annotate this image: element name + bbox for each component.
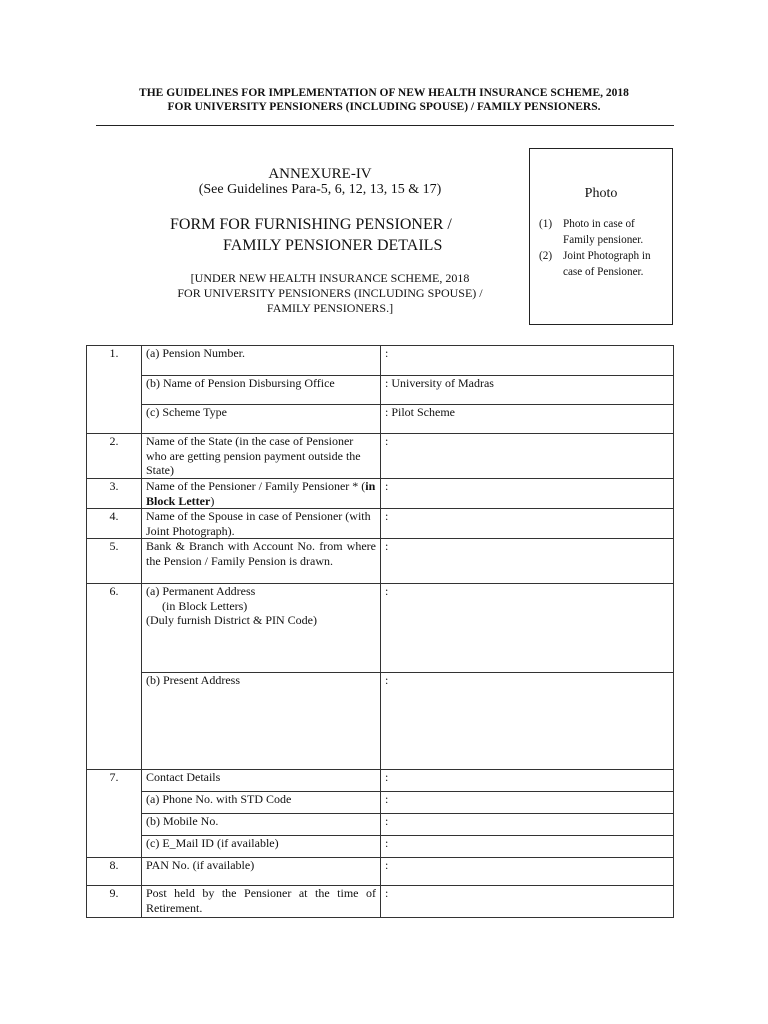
contact-details-label: Contact Details: [142, 770, 381, 792]
bank-branch-field[interactable]: :: [381, 539, 674, 584]
row-number: 5.: [87, 539, 142, 584]
row-number: 4.: [87, 509, 142, 539]
phone-field[interactable]: :: [381, 792, 674, 814]
photo-box[interactable]: [529, 148, 673, 325]
post-held-field[interactable]: :: [381, 886, 674, 918]
pan-label: PAN No. (if available): [142, 858, 381, 886]
spouse-name-label: Name of the Spouse in case of Pensioner (with Joint Photograph).: [142, 509, 381, 539]
annexure-title: ANNEXURE-IV: [268, 166, 372, 182]
permanent-address-field[interactable]: :: [381, 584, 674, 673]
row-number: 7.: [87, 770, 142, 858]
header-divider: [96, 125, 674, 126]
scheme-type-field[interactable]: : Pilot Scheme: [381, 405, 674, 434]
phone-label: (a) Phone No. with STD Code: [142, 792, 381, 814]
note-number: (2): [539, 250, 553, 262]
row-number: 8.: [87, 858, 142, 886]
row-number: 2.: [87, 434, 142, 479]
disbursing-office-label: (b) Name of Pension Disbursing Office: [142, 376, 381, 405]
state-field[interactable]: :: [381, 434, 674, 479]
row-number: 9.: [87, 886, 142, 918]
pensioner-name-field[interactable]: :: [381, 479, 674, 509]
scheme-type-label: (c) Scheme Type: [142, 405, 381, 434]
row-number: 3.: [87, 479, 142, 509]
disbursing-office-field[interactable]: : University of Madras: [381, 376, 674, 405]
email-field[interactable]: :: [381, 836, 674, 858]
present-address-field[interactable]: :: [381, 673, 674, 770]
email-label: (c) E_Mail ID (if available): [142, 836, 381, 858]
mobile-field[interactable]: :: [381, 814, 674, 836]
contact-details-field: :: [381, 770, 674, 792]
form-title-line1: FORM FOR FURNISHING PENSIONER /: [170, 216, 452, 233]
scheme-line2: FOR UNIVERSITY PENSIONERS (INCLUDING SPOUSE) /: [177, 286, 483, 300]
pension-number-label: (a) Pension Number.: [142, 346, 381, 376]
photo-label: Photo: [584, 186, 618, 201]
annexure-reference: (See Guidelines Para-5, 6, 12, 13, 15 & 17): [198, 182, 442, 197]
bank-branch-label: Bank & Branch with Account No. from where the Pension / Family Pension is drawn.: [142, 539, 381, 584]
scheme-line1: [UNDER NEW HEALTH INSURANCE SCHEME, 2018: [190, 271, 470, 285]
post-held-label: Post held by the Pensioner at the time of Retirement.: [142, 886, 381, 918]
permanent-address-label: (a) Permanent Address (in Block Letters) (Duly furnish District & PIN Code): [142, 584, 381, 673]
note-text: Photo in case of Family pensioner.: [563, 218, 644, 246]
pension-number-field[interactable]: :: [381, 346, 674, 376]
state-label: Name of the State (in the case of Pensioner who are getting pension payment outside the State): [142, 434, 381, 479]
guidelines-title-line2: FOR UNIVERSITY PENSIONERS (INCLUDING SPOUSE) / FAMILY PENSIONERS.: [167, 101, 601, 113]
note-text: Joint Photograph in case of Pensioner.: [563, 250, 651, 278]
mobile-label: (b) Mobile No.: [142, 814, 381, 836]
pensioner-name-label: Name of the Pensioner / Family Pensioner * (in Block Letter): [142, 479, 381, 509]
pan-field[interactable]: :: [381, 858, 674, 886]
row-number: 1.: [87, 346, 142, 434]
present-address-label: (b) Present Address: [142, 673, 381, 770]
pensioner-details-table: [86, 345, 674, 918]
spouse-name-field[interactable]: :: [381, 509, 674, 539]
guidelines-title-line1: THE GUIDELINES FOR IMPLEMENTATION OF NEW HEALTH INSURANCE SCHEME, 2018: [139, 87, 629, 99]
form-title-line2: FAMILY PENSIONER DETAILS: [223, 237, 443, 254]
note-number: (1): [539, 218, 553, 230]
scheme-line3: FAMILY PENSIONERS.]: [266, 301, 394, 315]
photo-notes: [539, 216, 651, 280]
row-number: 6.: [87, 584, 142, 770]
